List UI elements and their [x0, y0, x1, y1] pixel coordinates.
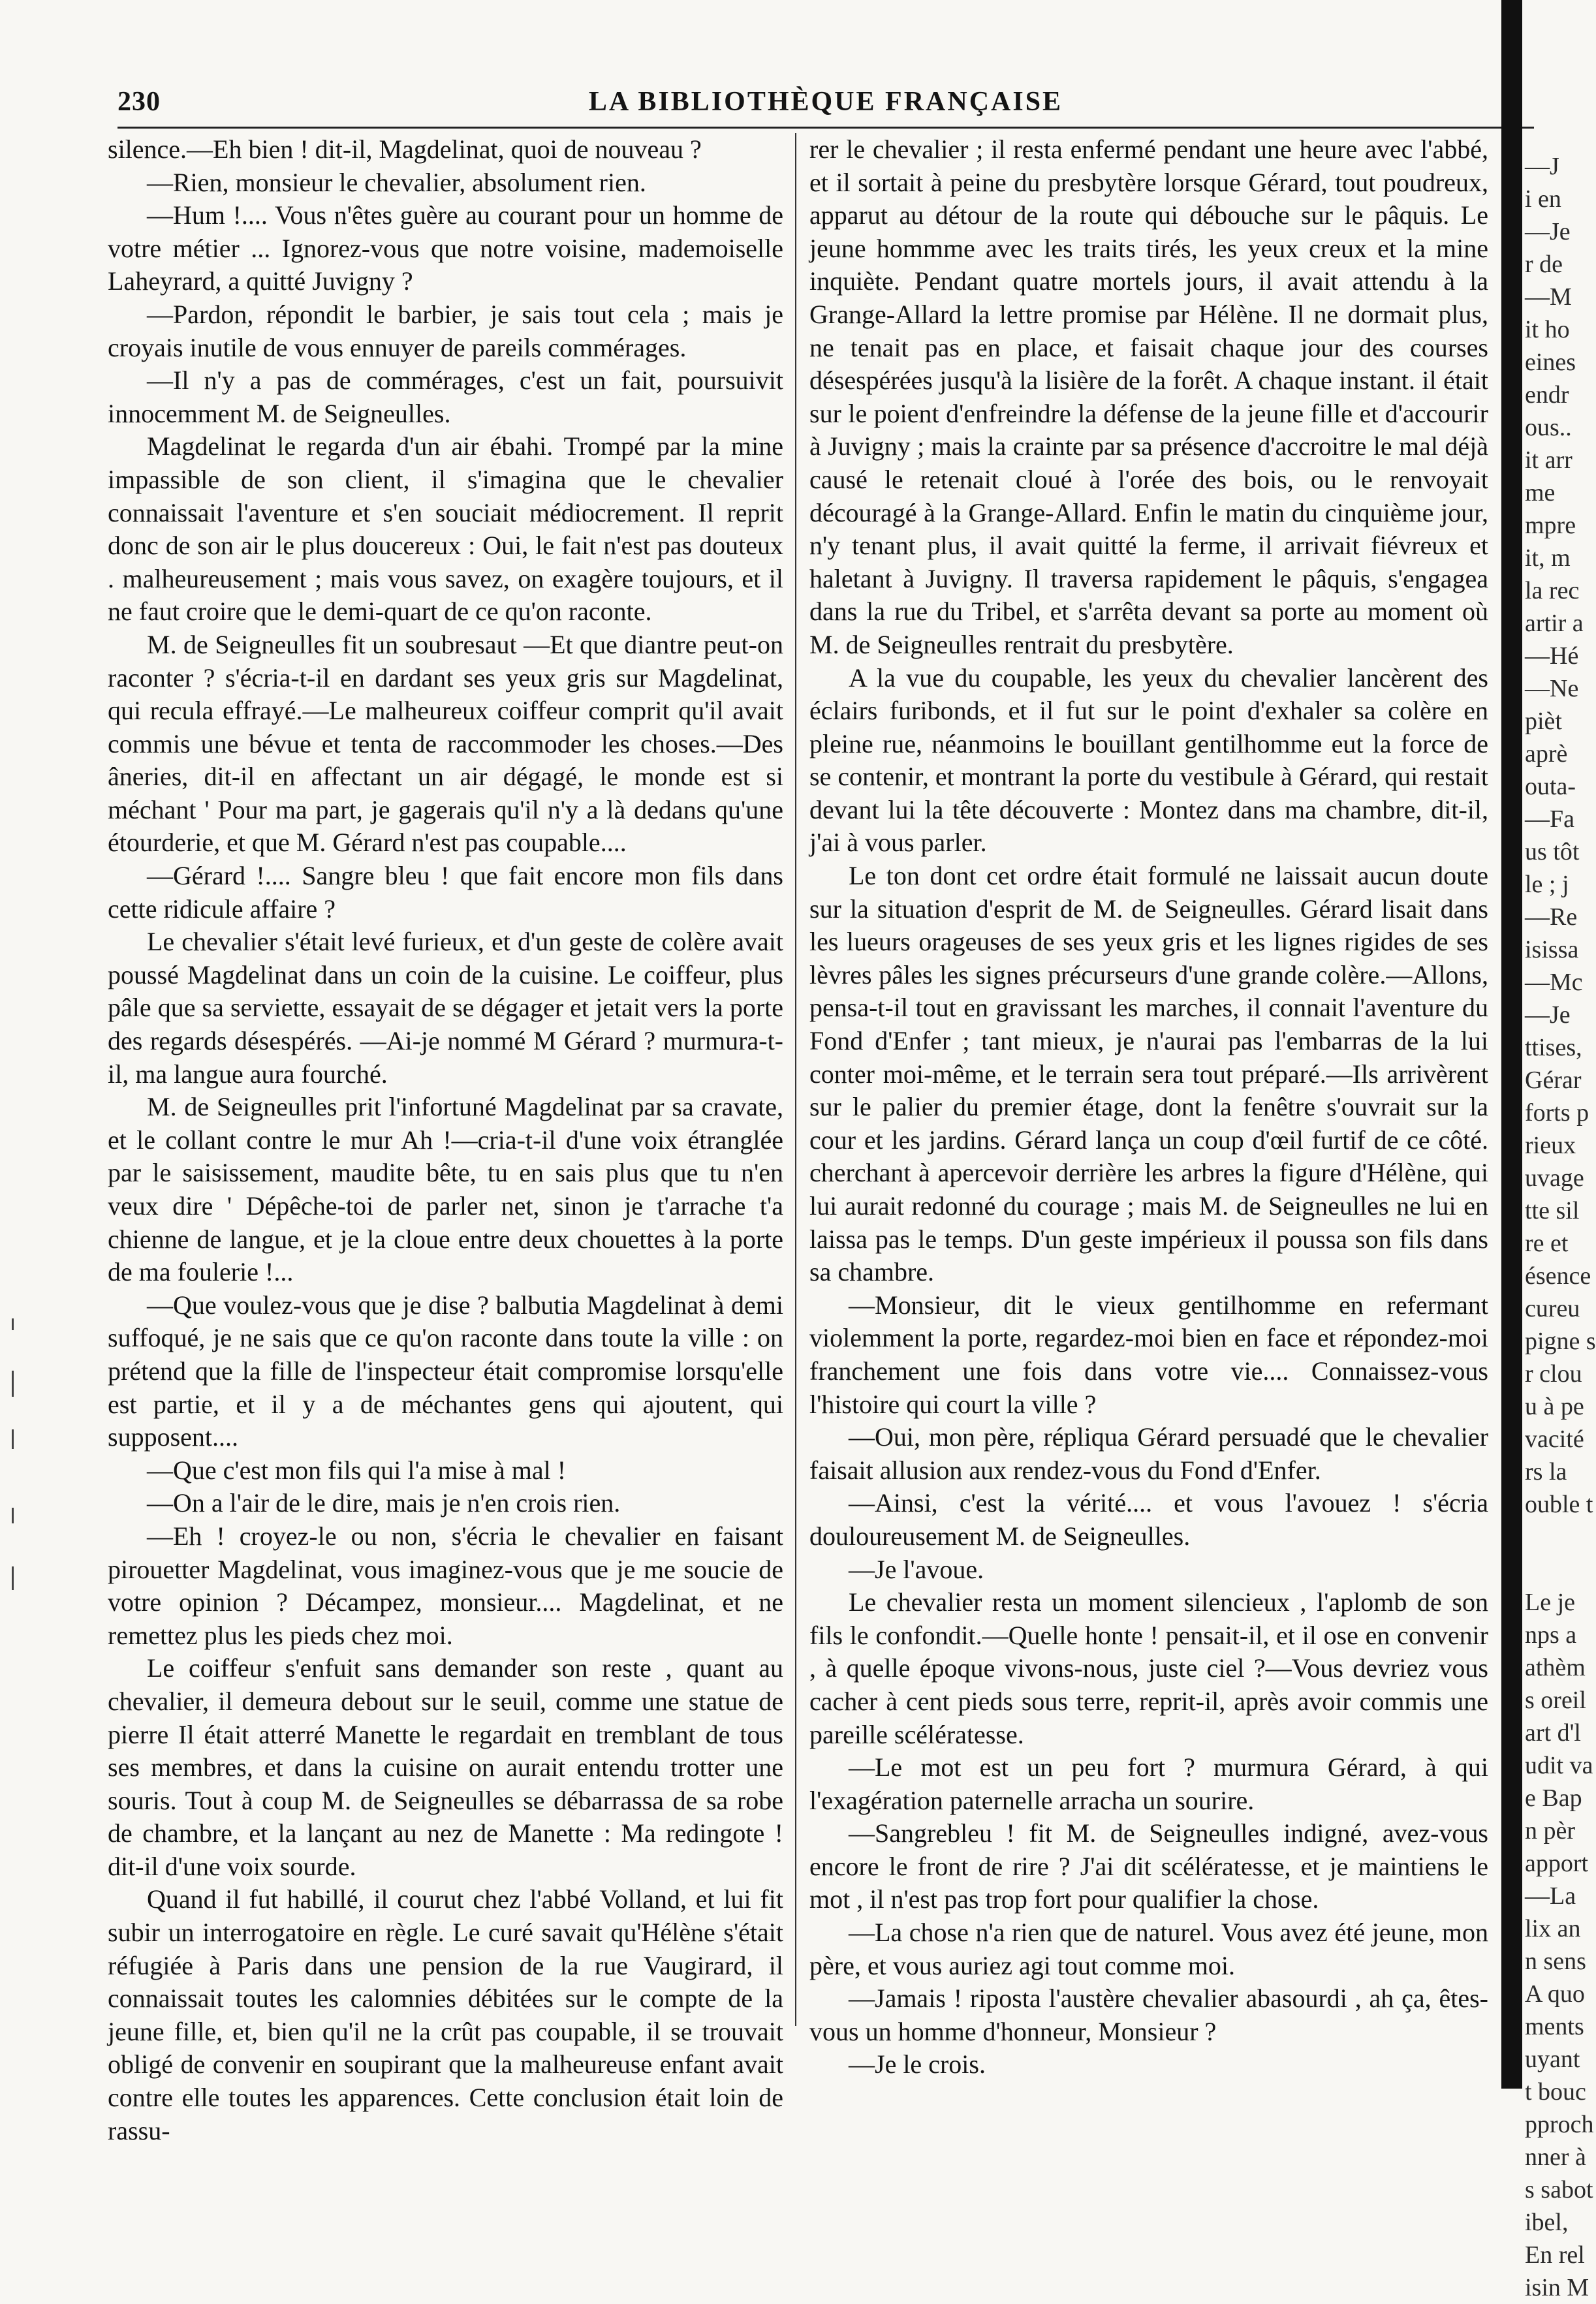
right-column-paragraph: Le ton dont cet ordre était formulé ne laissait aucun doute sur la situation d'esprit de M. de Seigneulles. Gérard lisait dans les lueurs orageuses de ses yeux gris et les lignes rigides de ses lèvres pâles les signes précurseurs d'une grande colère.—Allons, pensa-t-il tout en gravissant les marches, il connait l'aventure du Fond d'Enfer ; tant mieux, je n'aurai pas l'embarras de la lui conter moi-même, et le terrain sera tout préparé.—Ils arrivèrent sur le palier du premier étage, dont la fenêtre s'ouvrait sur la cour et les jardins. Gérard lança un coup d'œil furtif de ce côté. cherchant à apercevoir derrière les arbres la figure d'Hélène, qui lui aurait redonné du courage ; mais M. de Seigneulles ne lui en laissa pas le temps. D'un geste impérieux il poussa son fils dans sa chambre.: [809, 861, 1488, 1287]
facing-page-fragment: s oreil: [1525, 1687, 1586, 1714]
facing-page-fragment: ibel,: [1525, 2209, 1569, 2236]
column-divider: [795, 133, 796, 2026]
facing-page-fragment: —Je: [1525, 1001, 1571, 1029]
facing-page-fragment: —La: [1525, 1882, 1576, 1910]
left-column-paragraph: M. de Seigneulles prit l'infortuné Magdelinat par sa cravate, et le collant contre le mur Ah !—cria-t-il d'une voix étranglée par le saisissement, maudite bête, tu en sais plus que tu n'en veux dire ' Dépêche-toi de parler net, sinon je t'arrache t'a chienne de langue, et je la cloue entre deux chouettes à la porte de ma foulerie !...: [108, 1092, 783, 1287]
left-column-paragraph: —Il n'y a pas de commérages, c'est un fait, poursuivit innocemment M. de Seigneulles.: [108, 366, 783, 428]
right-column-paragraph: —Sangrebleu ! fit M. de Seigneulles indigné, avez-vous encore le front de rire ? J'ai dit scélératesse, et je maintiens le mot , il n'est pas trop fort pour qualifier la chose.: [809, 1818, 1488, 1914]
facing-page-fragment: —Fa: [1525, 805, 1574, 833]
facing-page-fragment: —Mc: [1525, 969, 1583, 996]
left-column-paragraph: —Pardon, répondit le barbier, je sais tout cela ; mais je croyais inutile de vous ennuyer de pareils commérages.: [108, 299, 783, 362]
facing-page-fragment: n pèr: [1525, 1817, 1576, 1845]
facing-page-fragment: pproch: [1525, 2111, 1594, 2138]
left-column-paragraph: Le chevalier s'était levé furieux, et d'un geste de colère avait poussé Magdelinat dans un coin de la cuisine. Le coiffeur, plus pâle que sa serviette, essayait de se dégager et jetait vers la porte des regards désespérés. —Ai-je nommé M Gérard ? murmura-t-il, ma langue aura fourché.: [108, 927, 783, 1089]
page-gutter-shadow: [1501, 0, 1522, 2089]
right-column-paragraph: —La chose n'a rien que de naturel. Vous avez été jeune, mon père, et vous auriez agi tout comme moi.: [809, 1918, 1488, 1980]
left-column-paragraph: M. de Seigneulles fit un soubresaut —Et que diantre peut-on raconter ? s'écria-t-il en dardant ses yeux gris sur Magdelinat, qui recula effrayé.—Le malheureux coiffeur comprit qu'il avait commis une bévue et tenta de raccommoder les choses.—Des âneries, dit-il en affectant un air dégagé, le monde est si méchant ' Pour ma part, je gagerais qu'il n'y a là dedans qu'une étourderie, et que M. Gérard n'est pas coupable....: [108, 629, 783, 858]
facing-page-fragment: uyant: [1525, 2046, 1580, 2073]
left-column-paragraph: —Hum !.... Vous n'êtes guère au courant pour un homme de votre métier ... Ignorez-vous que notre voisine, mademoiselle Laheyrard, a quitté Juvigny ?: [108, 200, 783, 296]
facing-page-fragment: rieux: [1525, 1132, 1576, 1159]
facing-page-fragments: [1525, 150, 1596, 2301]
facing-page-fragment: Gérar: [1525, 1066, 1582, 1094]
facing-page-fragment: apport: [1525, 1850, 1589, 1877]
facing-page-fragment: eines: [1525, 349, 1576, 376]
facing-page-fragment: it ho: [1525, 316, 1570, 343]
facing-page-fragment: —Je: [1525, 218, 1571, 245]
left-column-paragraph: —On a l'air de le dire, mais je n'en crois rien.: [147, 1488, 621, 1518]
facing-page-fragment: udit va: [1525, 1752, 1593, 1779]
facing-page-fragment: En rel: [1525, 2241, 1585, 2269]
facing-page-fragment: tte sil: [1525, 1197, 1580, 1224]
left-column-paragraph: —Que c'est mon fils qui l'a mise à mal !: [147, 1455, 567, 1485]
facing-page-fragment: uvage: [1525, 1164, 1584, 1192]
facing-page-fragment: la rec: [1525, 577, 1580, 604]
right-column-paragraph: A la vue du coupable, les yeux du chevalier lancèrent des éclairs furibonds, et il fut sur le point d'exhaler sa colère en pleine rue, néanmoins le bouillant gentilhomme eut la force de se contenir, et montrant la porte du vestibule à Gérard, qui restait devant lui la tête découverte : Montez dans ma chambre, dit-il, j'ai à vous parler.: [809, 662, 1488, 858]
page-number: 230: [117, 87, 161, 117]
facing-page-fragment: rs la: [1525, 1458, 1567, 1486]
left-column-paragraph: —Gérard !.... Sangre bleu ! que fait encore mon fils dans cette ridicule affaire ?: [108, 861, 783, 924]
left-column-paragraph: —Que voulez-vous que je dise ? balbutia Magdelinat à demi suffoqué, je ne sais que ce qu'on raconte dans toute la ville : on prétend que la fille de l'inspecteur était compromise lorsqu'elle est partie, et il y a de méchantes gens qui ajoutent, qui supposent....: [108, 1290, 783, 1452]
facing-page-fragment: —Hé: [1525, 642, 1579, 670]
facing-page-fragment: re et: [1525, 1230, 1569, 1257]
right-column-paragraph: —Je le crois.: [849, 2049, 986, 2079]
facing-page-fragment: i en: [1525, 185, 1561, 213]
facing-page-fragment: pièt: [1525, 708, 1562, 735]
facing-page-fragment: nps a: [1525, 1621, 1577, 1649]
facing-page-fragment: artir a: [1525, 610, 1584, 637]
facing-page-fragment: athèm: [1525, 1654, 1586, 1681]
facing-page-fragment: pigne s: [1525, 1328, 1596, 1355]
facing-page-fragment: aprè: [1525, 740, 1568, 768]
facing-page-fragment: s sabot: [1525, 2176, 1593, 2203]
left-column-paragraph: Le coiffeur s'enfuit sans demander son reste , quant au chevalier, il demeura debout sur le seuil, comme une statue de pierre Il était atterré Manette le regardait en tremblant de tous ses membres, et dans la cuisine on aurait entendu trotter une souris. Tout à coup M. de Seigneulles se débarrassa de sa robe de chambre, et la lançant au nez de Manette : Ma redingote ! dit-il d'une voix sourde.: [108, 1653, 783, 1881]
facing-page-fragment: le ; j: [1525, 871, 1569, 898]
right-column-paragraph: —Ainsi, c'est la vérité.... et vous l'avouez ! s'écria douloureusement M. de Seigneulles.: [809, 1488, 1488, 1551]
facing-page-fragment: ttises,: [1525, 1034, 1582, 1061]
right-text-column: [809, 133, 1488, 2079]
facing-page-fragment: [1525, 1553, 1586, 1586]
left-column-paragraph: Quand il fut habillé, il courut chez l'abbé Volland, et lui fit subir un interrogatoire en règle. Le curé savait qu'Hélène s'était réfugiée à Paris dans une pension de la rue Vaugirard, il connaissait toutes les calomnies débitées sur le compte de la jeune fille, et, bien qu'il ne la crût pas coupable, il se trouvait obligé de convenir en soupirant que la malheureuse enfant avait contre elle toutes les apparences. Cette conclusion était loin de rassu-: [108, 1884, 783, 2145]
facing-page-fragment: isissa: [1525, 936, 1579, 963]
facing-page-fragment: forts p: [1525, 1099, 1589, 1127]
facing-page-fragment: —M: [1525, 283, 1572, 311]
facing-page-fragment: —J: [1525, 153, 1559, 180]
facing-page-fragment: Le je: [1525, 1589, 1576, 1616]
facing-page-fragment: isin M: [1525, 2274, 1589, 2301]
left-column-paragraph: —Eh ! croyez-le ou non, s'écria le chevalier en faisant pirouetter Magdelinat, vous imaginez-vous que je me soucie de votre opinion ? Décampez, monsieur.... Magdelinat, et ne remettez plus les pieds chez moi.: [108, 1521, 783, 1650]
facing-page-fragment: —Ne: [1525, 675, 1579, 702]
facing-page-fragment: n sens: [1525, 1948, 1586, 1975]
facing-page-fragment: ésence: [1525, 1262, 1591, 1290]
facing-page-fragment: r clou: [1525, 1360, 1582, 1388]
facing-page-fragment: nner à: [1525, 2143, 1586, 2171]
right-column-paragraph: —Jamais ! riposta l'austère chevalier abasourdi , ah ça, êtes-vous un homme d'honneur, Monsieur ?: [809, 1984, 1488, 2046]
facing-page-fragment: ouble t: [1525, 1491, 1593, 1518]
facing-page-fragment: A quo: [1525, 1980, 1585, 2008]
facing-page-fragment: cureu: [1525, 1295, 1580, 1322]
left-column-paragraph: —Rien, monsieur le chevalier, absolument rien.: [147, 167, 646, 197]
facing-page-fragment: endr: [1525, 381, 1569, 409]
facing-page-fragment: [1525, 1521, 1586, 1553]
running-title: LA BIBLIOTHÈQUE FRANÇAISE: [588, 87, 1063, 117]
page-header: [117, 84, 1534, 129]
right-column-paragraph: —Le mot est un peu fort ? murmura Gérard, à qui l'exagération paternelle arracha un sourire.: [809, 1752, 1488, 1815]
facing-page-fragment: art d'l: [1525, 1719, 1581, 1747]
facing-page-fragment: ous..: [1525, 414, 1572, 441]
right-column-paragraph: rer le chevalier ; il resta enfermé pendant une heure avec l'abbé, et il sortait à peine du presbytère lorsque Gérard, tout poudreux, apparut au détour de la route qui débouche sur le pâquis. Le jeune hommme avec les traits tirés, les yeux creux et la mine inquiète. Pendant quatre mortels jours, il avait attendu à la Grange-Allard la lettre promise par Hélène. Il ne dormait plus, ne tenait pas en place, et faisait chaque jour des courses désespérées jusqu'à la lisière de la forêt. A chaque instant. il était sur le poient d'enfreindre la défense de la jeune fille et d'accourir à Juvigny ; mais la crainte par sa présence d'accroitre le mal déjà causé le retenait cloué à l'orée des bois, ou le renvoyait découragé à la Grange-Allard. Enfin le matin du cinquième jour, n'y tenant plus, il avait quitté la ferme, il arrivait fiévreux et haletant à Juvigny. Il traversa rapidement le pâquis, s'engagea dans la rue du Tribel, et s'arrêta devant sa porte au moment où M. de Seigneulles rentrait du presbytère.: [809, 134, 1488, 659]
facing-page-fragment: —Re: [1525, 903, 1578, 931]
facing-page-fragment: it arr: [1525, 446, 1573, 474]
right-column-paragraph: Le chevalier resta un moment silencieux , l'aplomb de son fils le confondit.—Quelle honte ! pensait-il, et il ose en convenir , à quelle époque vivons-nous, juste ciel ?—Vous devriez vous cacher à cent pieds sous terre, reprit-il, après avoir commis une pareille scélératesse.: [809, 1587, 1488, 1749]
facing-page-fragment: me: [1525, 479, 1556, 506]
facing-page-fragment: mpre: [1525, 512, 1576, 539]
facing-page-fragment: ments: [1525, 2013, 1584, 2040]
facing-page-fragment: r de: [1525, 251, 1563, 278]
left-column-paragraph: silence.—Eh bien ! dit-il, Magdelinat, quoi de nouveau ?: [108, 134, 702, 164]
facing-page-fragment: us tôt: [1525, 838, 1580, 865]
left-margin-marks: [12, 1318, 31, 1593]
right-column-paragraph: —Monsieur, dit le vieux gentilhomme en refermant violemment la porte, regardez-moi bien en face et répondez-moi franchement une fois dans votre vie.... Connaissez-vous l'histoire qui court la ville ?: [809, 1290, 1488, 1419]
facing-page-fragment: t bouc: [1525, 2078, 1586, 2106]
facing-page-fragment: u à pe: [1525, 1393, 1584, 1420]
left-text-column: [108, 133, 783, 2145]
facing-page-fragment: it, m: [1525, 544, 1571, 572]
right-column-paragraph: —Je l'avoue.: [849, 1554, 984, 1584]
left-column-paragraph: Magdelinat le regarda d'un air ébahi. Trompé par la mine impassible de son client, il s'imagina que le chevalier connaissait l'aventure et s'en souciait médiocrement. Il reprit donc de son air le plus doucereux : Oui, le fait n'est pas douteux . malheureusement ; mais vous savez, on exagère toujours, et il ne faut croire que le demi-quart de ce qu'on raconte.: [108, 431, 783, 627]
right-column-paragraph: —Oui, mon père, répliqua Gérard persuadé que le chevalier faisait allusion aux rendez-vous du Fond d'Enfer.: [809, 1422, 1488, 1485]
facing-page-fragment: e Bap: [1525, 1784, 1582, 1812]
facing-page-fragment: vacité: [1525, 1425, 1584, 1453]
facing-page-fragment: lix an: [1525, 1915, 1581, 1942]
facing-page-fragment: outa-: [1525, 773, 1576, 800]
